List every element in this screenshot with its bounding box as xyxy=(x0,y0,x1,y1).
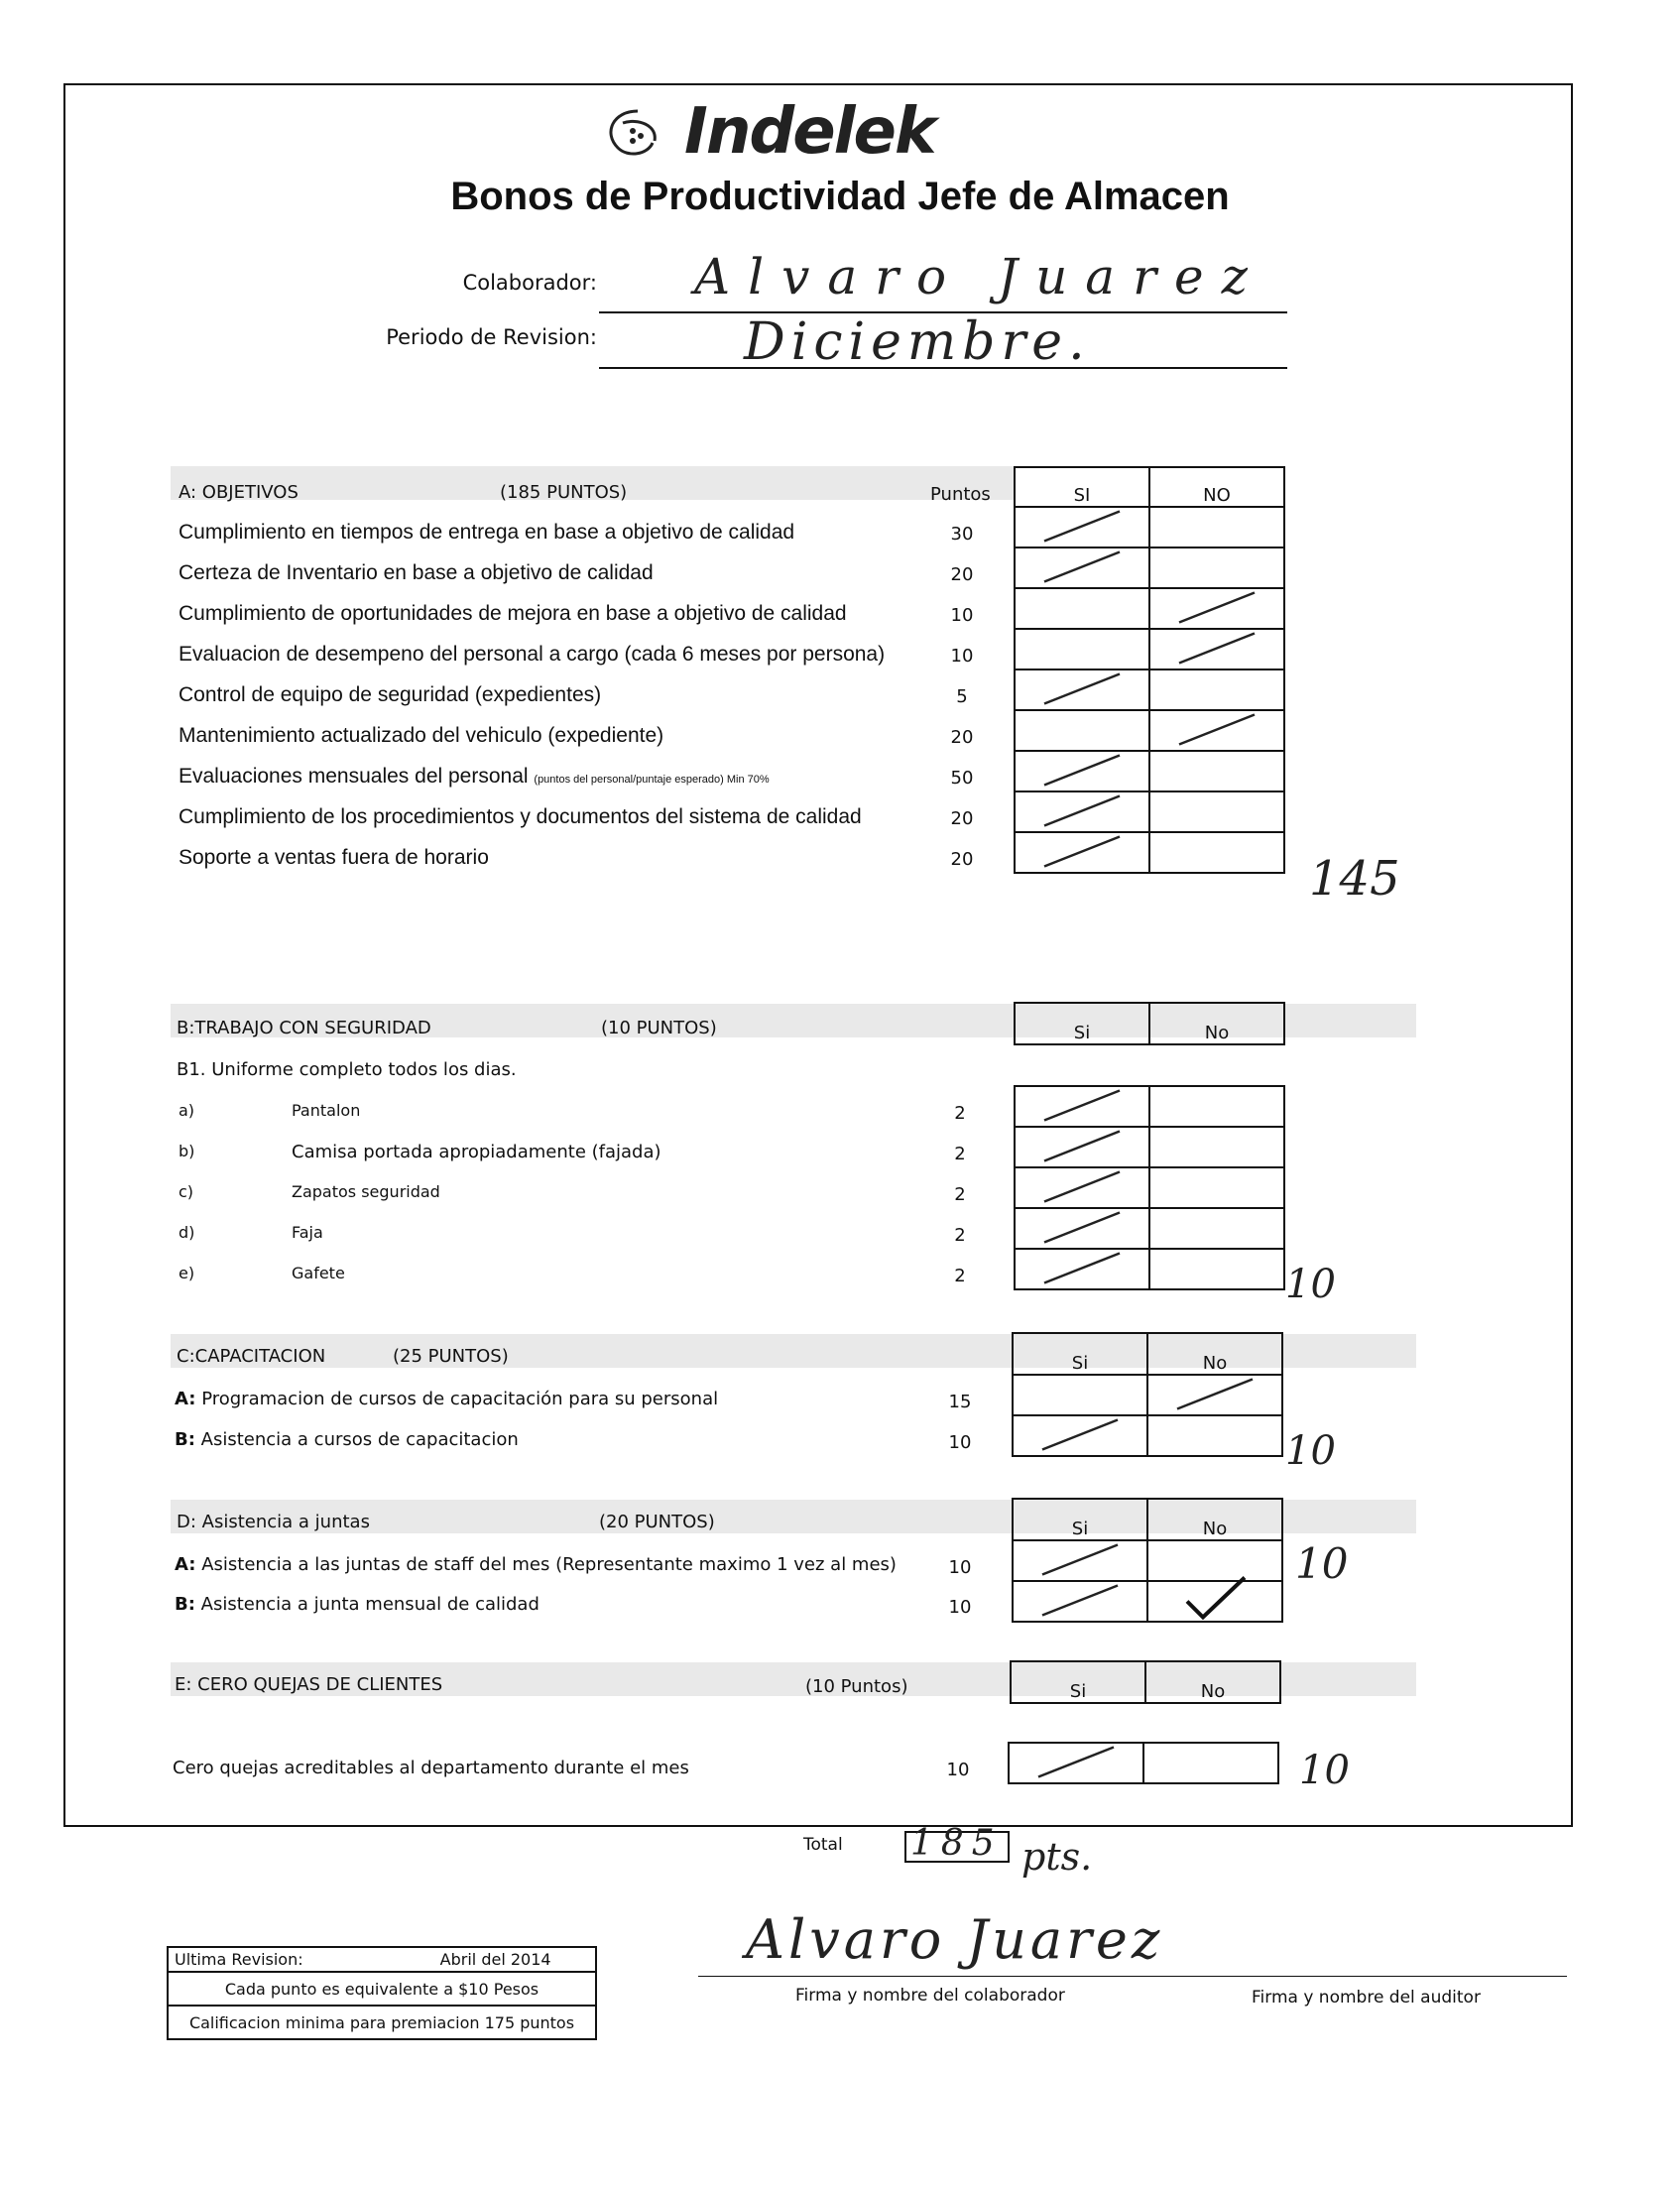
d1-si-cell-mark xyxy=(1042,1545,1118,1575)
c2-prefix: B: xyxy=(175,1429,195,1450)
footer-line3: Calificacion minima para premiacion 175 puntos xyxy=(168,2006,596,2039)
ultima-label: Ultima Revision: xyxy=(168,1947,396,1972)
total-value: 185 xyxy=(910,1823,1003,1864)
d-col-no: No xyxy=(1147,1499,1282,1540)
b1-text: Pantalon xyxy=(292,1101,361,1120)
section-e-points: (10 Puntos) xyxy=(805,1676,908,1697)
total-label: Total xyxy=(803,1835,843,1855)
b2-text: Camisa portada apropiadamente (fajada) xyxy=(292,1142,661,1162)
b5-pts: 2 xyxy=(954,1266,966,1286)
b5-text: Gafete xyxy=(292,1264,345,1282)
a4-text: Evaluacion de desempeno del personal a cargo (cada 6 meses por persona) xyxy=(179,643,886,666)
section-c-points: (25 PUNTOS) xyxy=(393,1346,509,1367)
c1-pts: 15 xyxy=(948,1392,972,1412)
section-a-subtotal: 145 xyxy=(1309,851,1400,907)
a5-si-cell-mark xyxy=(1044,674,1120,704)
d1-label: Asistencia a las juntas de staff del mes (Representante maximo 1 vez al mes) xyxy=(201,1554,897,1575)
c-col-si: Si xyxy=(1013,1333,1147,1375)
b3-text: Zapatos seguridad xyxy=(292,1182,440,1201)
a9-si-cell-mark xyxy=(1044,837,1120,867)
c1-label: Programacion de cursos de capacitación para su personal xyxy=(201,1389,719,1409)
a5-text: Control de equipo de seguridad (expedientes) xyxy=(179,683,602,706)
b2-si-cell-mark xyxy=(1044,1132,1120,1161)
b1-si-cell-mark xyxy=(1044,1091,1120,1121)
a8-si-cell-mark xyxy=(1044,796,1120,826)
a9-pts: 20 xyxy=(950,849,974,870)
b3-pts: 2 xyxy=(954,1184,966,1205)
d1-prefix: A: xyxy=(175,1554,196,1575)
section-e-subtotal: 10 xyxy=(1299,1748,1350,1793)
a3-pts: 10 xyxy=(950,605,974,626)
e-col-no: No xyxy=(1145,1661,1280,1703)
c1-prefix: A: xyxy=(175,1389,196,1409)
b4-letter: d) xyxy=(179,1223,195,1242)
a3-text: Cumplimiento de oportunidades de mejora en base a objetivo de calidad xyxy=(179,602,847,625)
e1-si-cell-mark xyxy=(1038,1748,1114,1777)
a4-pts: 10 xyxy=(950,646,974,667)
section-d-subtotal: 10 xyxy=(1295,1539,1349,1588)
periodo-label: Periodo de Revision: xyxy=(386,325,597,349)
b-col-si: Si xyxy=(1015,1003,1149,1044)
colaborador-signature: Alvaro Juarez xyxy=(746,1908,1164,1971)
colaborador-label: Colaborador: xyxy=(462,271,597,295)
a8-text: Cumplimiento de los procedimientos y documentos del sistema de calidad xyxy=(179,805,862,828)
a3-no-cell-mark xyxy=(1179,593,1255,623)
e1-pts: 10 xyxy=(946,1760,970,1780)
a1-text: Cumplimiento en tiempos de entrega en base a objetivo de calidad xyxy=(179,521,795,544)
b3-letter: c) xyxy=(179,1182,194,1201)
a7-main: Evaluaciones mensuales del personal xyxy=(179,765,529,788)
total-unit: pts. xyxy=(1021,1835,1093,1879)
b4-si-cell-mark xyxy=(1044,1213,1120,1243)
a2-text: Certeza de Inventario en base a objetivo de calidad xyxy=(179,561,654,584)
section-d-points: (20 PUNTOS) xyxy=(599,1512,715,1532)
d2-si-cell-mark xyxy=(1042,1586,1118,1616)
a6-no-cell-mark xyxy=(1179,715,1255,745)
section-b-points: (10 PUNTOS) xyxy=(601,1018,717,1038)
d2-no-cell-check-mark xyxy=(1187,1578,1245,1618)
b1-letter: a) xyxy=(179,1101,195,1120)
c1-no-cell-mark xyxy=(1177,1380,1253,1409)
col-no: NO xyxy=(1149,467,1284,507)
col-si: SI xyxy=(1015,467,1149,507)
section-b-subtotal: 10 xyxy=(1285,1262,1336,1307)
periodo-value: Diciembre. xyxy=(744,312,1091,372)
e-col-si: Si xyxy=(1011,1661,1145,1703)
b3-si-cell-mark xyxy=(1044,1172,1120,1202)
a2-si-cell-mark xyxy=(1044,552,1120,582)
a7-note: (puntos del personal/puntaje esperado) Min 70% xyxy=(534,774,770,786)
b2-pts: 2 xyxy=(954,1144,966,1164)
col-puntos: Puntos xyxy=(930,484,991,505)
a9-text: Soporte a ventas fuera de horario xyxy=(179,846,489,869)
a5-pts: 5 xyxy=(956,686,968,707)
b4-text: Faja xyxy=(292,1223,323,1242)
c-col-no: No xyxy=(1147,1333,1282,1375)
b2-letter: b) xyxy=(179,1142,195,1160)
a6-text: Mantenimiento actualizado del vehiculo (expediente) xyxy=(179,724,664,747)
c2-si-cell-mark xyxy=(1042,1420,1118,1450)
section-d-title: D: Asistencia a juntas xyxy=(177,1512,370,1532)
b4-pts: 2 xyxy=(954,1225,966,1246)
d2-label: Asistencia a junta mensual de calidad xyxy=(200,1594,540,1615)
section-c-subtotal: 10 xyxy=(1285,1428,1336,1474)
ultima-value: Abril del 2014 xyxy=(396,1947,596,1972)
d2-pts: 10 xyxy=(948,1597,972,1618)
e1-text: Cero quejas acreditables al departamento durante el mes xyxy=(173,1758,689,1778)
a8-pts: 20 xyxy=(950,808,974,829)
firma-auditor-label: Firma y nombre del auditor xyxy=(1252,1988,1481,2008)
brand-name: Indelek xyxy=(684,95,935,169)
b5-si-cell-mark xyxy=(1044,1254,1120,1283)
a1-si-cell-mark xyxy=(1044,512,1120,542)
a6-pts: 20 xyxy=(950,727,974,748)
d-col-si: Si xyxy=(1013,1499,1147,1540)
a1-pts: 30 xyxy=(950,524,974,545)
section-a-points: (185 PUNTOS) xyxy=(500,482,628,503)
c2-label: Asistencia a cursos de capacitacion xyxy=(200,1429,519,1450)
page-title: Bonos de Productividad Jefe de Almacen xyxy=(450,175,1230,218)
colaborador-value: Alvaro Juarez xyxy=(694,248,1265,305)
b5-letter: e) xyxy=(179,1264,195,1282)
section-b-title: B:TRABAJO CON SEGURIDAD xyxy=(177,1018,431,1038)
b-col-no: No xyxy=(1149,1003,1284,1044)
d1-pts: 10 xyxy=(948,1557,972,1578)
section-e-title: E: CERO QUEJAS DE CLIENTES xyxy=(175,1674,443,1695)
a4-no-cell-mark xyxy=(1179,634,1255,664)
section-c-title: C:CAPACITACION xyxy=(177,1346,326,1367)
a7-pts: 50 xyxy=(950,768,974,789)
firma-colaborador-label: Firma y nombre del colaborador xyxy=(795,1986,1065,2006)
a2-pts: 20 xyxy=(950,564,974,585)
c2-pts: 10 xyxy=(948,1432,972,1453)
d2-prefix: B: xyxy=(175,1594,195,1615)
a7-si-cell-mark xyxy=(1044,756,1120,786)
b1-pts: 2 xyxy=(954,1103,966,1124)
section-a-title: A: OBJETIVOS xyxy=(179,482,299,503)
section-b-sub: B1. Uniforme completo todos los dias. xyxy=(177,1059,517,1080)
footer-line2: Cada punto es equivalente a $10 Pesos xyxy=(168,1972,596,2006)
